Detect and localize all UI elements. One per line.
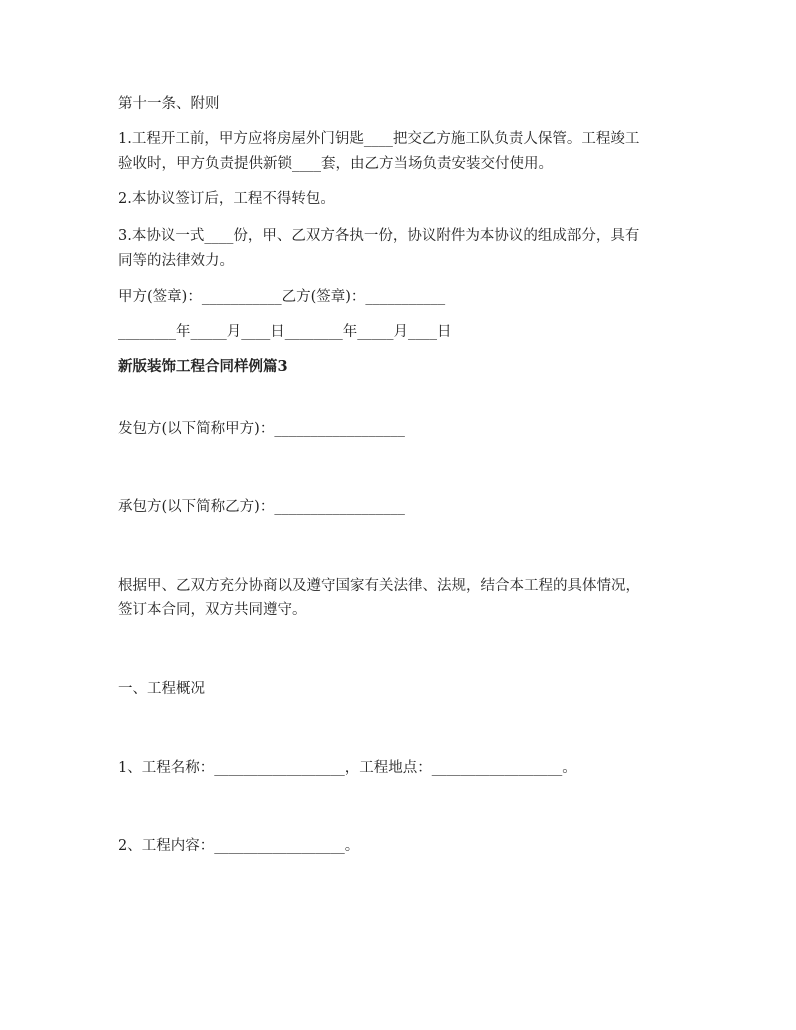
item1-line2: 验收时，甲方负责提供新锁____套，由乙方当场负责安装交付使用。 bbox=[118, 156, 553, 172]
overview-heading: 一、工程概况 bbox=[118, 681, 205, 697]
intro-line1: 根据甲、乙双方充分协商以及遵守国家有关法律、法规，结合本工程的具体情况， bbox=[118, 578, 640, 594]
item1-line1: 1.工程开工前，甲方应将房屋外门钥匙____把交乙方施工队负责人保管。工程竣工 bbox=[118, 131, 640, 147]
date-line: ________年_____月____日________年_____月____日 bbox=[118, 324, 452, 340]
party-b-line: 承包方(以下简称乙方)：__________________ bbox=[118, 499, 405, 515]
intro-line2: 签订本合同，双方共同遵守。 bbox=[118, 602, 307, 618]
article-heading: 第十一条、附则 bbox=[118, 96, 220, 112]
project-content-line: 2、工程内容：__________________。 bbox=[118, 838, 360, 854]
party-a-line: 发包方(以下简称甲方)：__________________ bbox=[118, 421, 405, 437]
item2-text: 2.本协议签订后，工程不得转包。 bbox=[118, 191, 335, 207]
project-name-line: 1、工程名称：__________________，工程地点：__________________。 bbox=[118, 760, 577, 776]
section-title: 新版装饰工程合同样例篇3 bbox=[118, 358, 288, 375]
item3-line1: 3.本协议一式____份，甲、乙双方各执一份，协议附件为本协议的组成部分，具有 bbox=[118, 228, 640, 244]
item3-line2: 同等的法律效力。 bbox=[118, 253, 234, 269]
signature-line: 甲方(签章)：___________乙方(签章)：___________ bbox=[118, 289, 446, 305]
